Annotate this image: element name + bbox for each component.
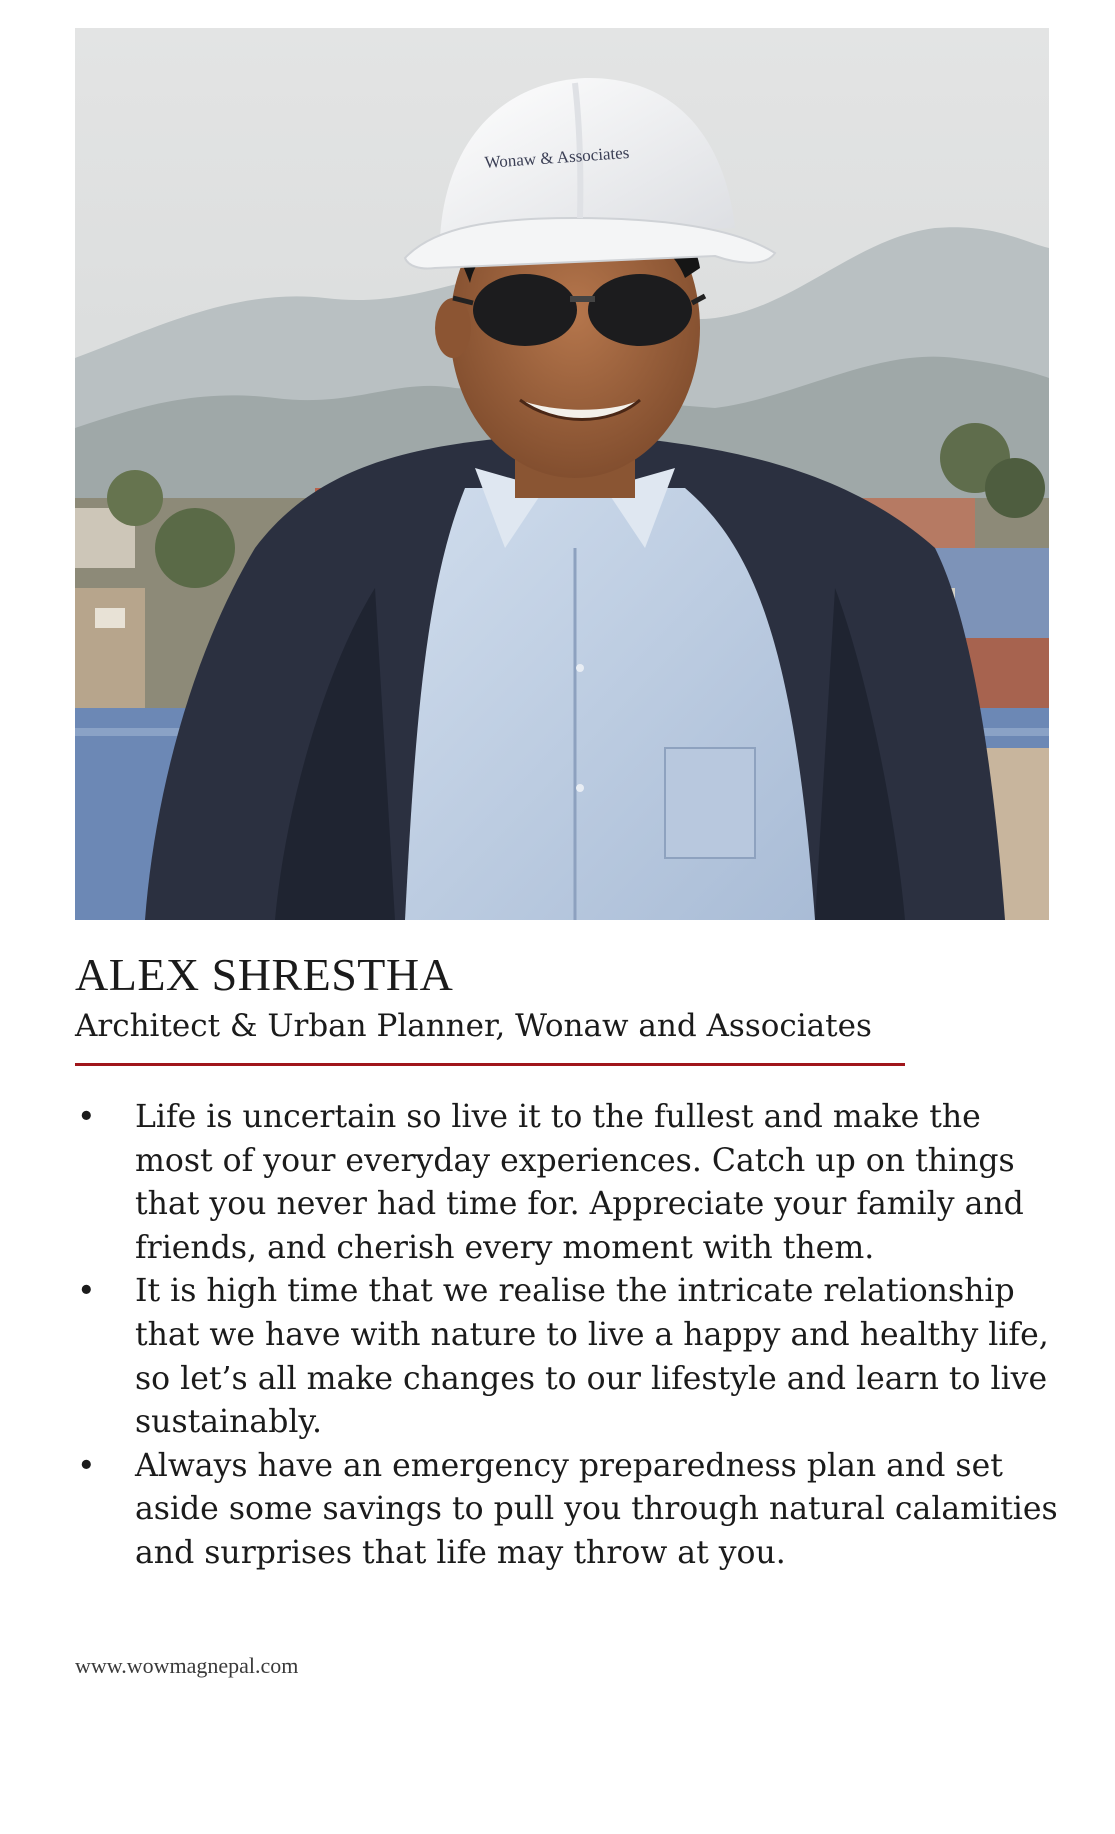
profile-name: ALEX SHRESTHA — [75, 949, 454, 1000]
bullet-list — [75, 1096, 1065, 1576]
bullet-item — [75, 1096, 1065, 1270]
profile-role: Architect & Urban Planner, Wonaw and Associates — [75, 1008, 872, 1044]
accent-divider — [75, 1063, 905, 1066]
bullet-glyph: • — [77, 1447, 96, 1484]
bullet-text: It is high time that we realise the intricate relationship that we have with nature to live a happy and healthy life, so let’s all make changes to our lifestyle and learn to live sustainably. — [135, 1273, 1049, 1441]
portrait-illustration — [75, 28, 1049, 920]
sunglasses-left-lens — [473, 274, 577, 346]
sunglasses-right-lens — [588, 274, 692, 346]
hard-hat-logo: Wonaw & Associates — [483, 142, 630, 172]
bullet-glyph: • — [77, 1099, 96, 1135]
bullet-item — [75, 1445, 1065, 1576]
portrait-photo — [75, 28, 1049, 920]
footer-url: www.wowmagnepal.com — [75, 1653, 299, 1678]
bullet-glyph: • — [77, 1273, 96, 1310]
bullet-text: Always have an emergency preparedness plan and set aside some savings to pull you through natural calamities and surprises that life may throw at you. — [135, 1447, 1058, 1571]
bullet-item — [75, 1270, 1065, 1444]
bullet-text: Life is uncertain so live it to the fullest and make the most of your everyday experiences. Catch up on things that you never had time for. Appreciate your family and friends, and cherish every moment with them. — [135, 1099, 1024, 1266]
